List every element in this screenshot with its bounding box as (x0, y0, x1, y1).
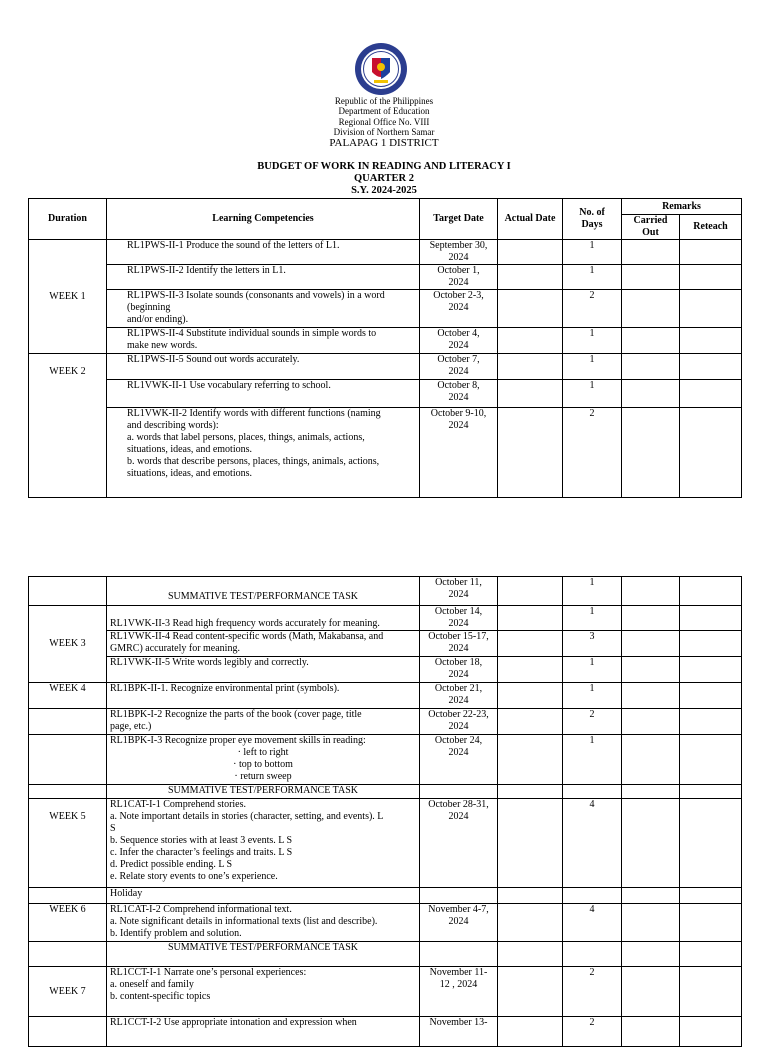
days-cell: 2 (563, 290, 622, 328)
deped-seal-logo (354, 42, 408, 96)
days-cell: 4 (563, 799, 622, 888)
competency-cell: RL1VWK-II-5 Write words legibly and correctly. (107, 657, 420, 683)
week-cell (29, 942, 107, 967)
week-label: WEEK 2 (29, 354, 107, 498)
carried-out-cell (622, 408, 680, 498)
carried-out-cell (622, 240, 680, 265)
competency-cell: RL1PWS-II-5 Sound out words accurately. (107, 354, 420, 380)
reteach-cell (680, 657, 742, 683)
reteach-cell (680, 967, 742, 1017)
actual-date-cell (498, 380, 563, 408)
week-cell (29, 577, 107, 606)
competency-cell: RL1CAT-I-2 Comprehend informational text. a. Note significant details in informational texts (list and describe). b. Identify problem and solution. (107, 904, 420, 942)
header-line: Regional Office No. VIII (338, 116, 430, 127)
days-cell: 1 (563, 265, 622, 290)
summative-task-cell: SUMMATIVE TEST/PERFORMANCE TASK (107, 577, 420, 606)
table-row (29, 354, 742, 380)
competency-cell: RL1BPK-I-2 Recognize the parts of the book (cover page, title page, etc.) (107, 709, 420, 735)
reteach-cell (680, 577, 742, 606)
competency-cell: RL1PWS-II-1 Produce the sound of the letters of L1. (107, 240, 420, 265)
days-cell: 1 (563, 328, 622, 354)
agency-header (0, 96, 768, 148)
week-label: WEEK 4 (29, 683, 107, 709)
table-row (29, 967, 742, 1017)
budget-table-1 (28, 198, 742, 498)
target-date-cell: October 22-23, 2024 (420, 709, 498, 735)
table-row (29, 240, 742, 265)
district-name: PALAPAG 1 DISTRICT (329, 137, 439, 150)
reteach-cell (680, 265, 742, 290)
competency-cell: RL1VWK-II-1 Use vocabulary referring to school. (107, 380, 420, 408)
table-row (29, 735, 742, 785)
days-cell (563, 942, 622, 967)
days-cell: 1 (563, 354, 622, 380)
actual-date-cell (498, 606, 563, 631)
actual-date-cell (498, 904, 563, 942)
table-row (29, 904, 742, 942)
days-cell: 2 (563, 1017, 622, 1047)
budget-table-2 (28, 576, 742, 1047)
actual-date-cell (498, 785, 563, 799)
days-cell: 1 (563, 606, 622, 631)
target-date-cell (420, 888, 498, 904)
holiday-cell: Holiday (107, 888, 420, 904)
days-cell: 2 (563, 967, 622, 1017)
reteach-cell (680, 408, 742, 498)
carried-out-cell (622, 606, 680, 631)
col-target-date: Target Date (420, 199, 498, 240)
competency-cell: RL1CCT-I-1 Narrate one’s personal experiences: a. oneself and family b. content-specific topics (107, 967, 420, 1017)
competency-cell: RL1PWS-II-4 Substitute individual sounds in simple words to make new words. (107, 328, 420, 354)
competency-text: RL1BPK-I-3 Recognize proper eye movement skills in reading: (110, 735, 366, 746)
actual-date-cell (498, 657, 563, 683)
col-duration: Duration (29, 199, 107, 240)
actual-date-cell (498, 683, 563, 709)
target-date-cell: October 15-17, 2024 (420, 631, 498, 657)
target-date-cell: October 8, 2024 (420, 380, 498, 408)
reteach-cell (680, 799, 742, 888)
competency-cell: RL1BPK-II-1. Recognize environmental print (symbols). (107, 683, 420, 709)
target-date-cell (420, 942, 498, 967)
carried-out-cell (622, 265, 680, 290)
actual-date-cell (498, 328, 563, 354)
days-cell: 1 (563, 240, 622, 265)
col-carried-out: Carried Out (622, 215, 680, 240)
week-cell (29, 735, 107, 785)
competency-cell: RL1CCT-I-2 Use appropriate intonation and expression when (107, 1017, 420, 1047)
days-cell: 1 (563, 577, 622, 606)
carried-out-cell (622, 735, 680, 785)
col-competencies: Learning Competencies (107, 199, 420, 240)
days-cell: 1 (563, 657, 622, 683)
header-line: Republic of the Philippines (334, 96, 434, 106)
reteach-cell (680, 735, 742, 785)
reteach-cell (680, 328, 742, 354)
actual-date-cell (498, 265, 563, 290)
table-row (29, 683, 742, 709)
col-remarks: Remarks (622, 199, 742, 215)
actual-date-cell (498, 735, 563, 785)
days-cell: 2 (563, 709, 622, 735)
reteach-cell (680, 888, 742, 904)
reteach-cell (680, 785, 742, 799)
target-date-cell (420, 785, 498, 799)
target-date-cell: October 24, 2024 (420, 735, 498, 785)
carried-out-cell (622, 577, 680, 606)
actual-date-cell (498, 631, 563, 657)
table-row (29, 799, 742, 888)
table-row (29, 1017, 742, 1047)
target-date-cell: September 30, 2024 (420, 240, 498, 265)
table-row (29, 888, 742, 904)
table-row (29, 328, 742, 354)
target-date-cell: October 28-31, 2024 (420, 799, 498, 888)
reteach-cell (680, 240, 742, 265)
target-date-cell: November 11- 12 , 2024 (420, 967, 498, 1017)
actual-date-cell (498, 799, 563, 888)
carried-out-cell (622, 1017, 680, 1047)
carried-out-cell (622, 328, 680, 354)
target-date-cell: November 4-7, 2024 (420, 904, 498, 942)
carried-out-cell (622, 799, 680, 888)
carried-out-cell (622, 785, 680, 799)
week-cell (29, 785, 107, 799)
week-label: WEEK 6 (29, 904, 107, 942)
carried-out-cell (622, 631, 680, 657)
col-actual-date: Actual Date (498, 199, 563, 240)
days-cell: 1 (563, 380, 622, 408)
target-date-cell: October 11, 2024 (420, 577, 498, 606)
table-row (29, 606, 742, 631)
table-row (29, 290, 742, 328)
summative-task-cell: SUMMATIVE TEST/PERFORMANCE TASK (107, 785, 420, 799)
reteach-cell (680, 606, 742, 631)
reteach-cell (680, 904, 742, 942)
actual-date-cell (498, 967, 563, 1017)
competency-cell: RL1VWK-II-4 Read content-specific words (Math, Makabansa, and GMRC) accurately for meaning. (107, 631, 420, 657)
summative-task-cell: SUMMATIVE TEST/PERFORMANCE TASK (107, 942, 420, 967)
days-cell: 1 (563, 735, 622, 785)
reteach-cell (680, 631, 742, 657)
quarter-line: QUARTER 2 (353, 173, 414, 184)
title-line: BUDGET OF WORK IN READING AND LITERACY I (257, 161, 511, 172)
actual-date-cell (498, 240, 563, 265)
table-row (29, 577, 742, 606)
document-title (0, 161, 768, 197)
actual-date-cell (498, 942, 563, 967)
carried-out-cell (622, 290, 680, 328)
reteach-cell (680, 683, 742, 709)
table-row (29, 408, 742, 498)
table-row (29, 657, 742, 683)
reteach-cell (680, 942, 742, 967)
competency-subitems: · left to right · top to bottom · return sweep (233, 747, 293, 782)
header-line: Department of Education (338, 106, 430, 117)
actual-date-cell (498, 888, 563, 904)
target-date-cell: October 1, 2024 (420, 265, 498, 290)
table-row (29, 265, 742, 290)
target-date-cell: October 18, 2024 (420, 657, 498, 683)
carried-out-cell (622, 380, 680, 408)
actual-date-cell (498, 577, 563, 606)
target-date-cell: October 4, 2024 (420, 328, 498, 354)
actual-date-cell (498, 709, 563, 735)
week-label: WEEK 3 (29, 606, 107, 683)
target-date-cell: November 13- (420, 1017, 498, 1047)
col-days: No. of Days (563, 199, 622, 240)
target-date-cell: October 9-10, 2024 (420, 408, 498, 498)
carried-out-cell (622, 942, 680, 967)
col-reteach: Reteach (680, 215, 742, 240)
days-cell: 4 (563, 904, 622, 942)
school-year-line: S.Y. 2024-2025 (351, 185, 417, 196)
week-cell (29, 888, 107, 904)
table-row (29, 631, 742, 657)
carried-out-cell (622, 904, 680, 942)
table-row (29, 942, 742, 967)
table-row (29, 380, 742, 408)
week-label: WEEK 7 (29, 967, 107, 1017)
competency-cell: RL1VWK-II-2 Identify words with different functions (naming and describing words): a. words that label persons, places, things, animals, actions, situations, ideas, and emotions. b. words that describe persons, places, things, animals, actions, situations, ideas, and emotions. (107, 408, 420, 498)
days-cell: 3 (563, 631, 622, 657)
competency-cell: RL1CAT-I-1 Comprehend stories. a. Note important details in stories (character, setting, and events). L S b. Sequence stories with at least 3 events. L S c. Infer the character’s feelings and traits. L S d. Predict possible ending. L S e. Relate story events to one’s experience. (107, 799, 420, 888)
week-label: WEEK 1 (29, 240, 107, 354)
carried-out-cell (622, 683, 680, 709)
week-cell (29, 709, 107, 735)
competency-cell: RL1VWK-II-3 Read high frequency words accurately for meaning. (107, 606, 420, 631)
reteach-cell (680, 1017, 742, 1047)
reteach-cell (680, 290, 742, 328)
header-line: Division of Northern Samar (333, 126, 435, 137)
carried-out-cell (622, 657, 680, 683)
target-date-cell: October 2-3, 2024 (420, 290, 498, 328)
reteach-cell (680, 380, 742, 408)
carried-out-cell (622, 888, 680, 904)
carried-out-cell (622, 354, 680, 380)
week-cell (29, 1017, 107, 1047)
carried-out-cell (622, 709, 680, 735)
table-row (29, 709, 742, 735)
actual-date-cell (498, 354, 563, 380)
competency-cell: RL1PWS-II-2 Identify the letters in L1. (107, 265, 420, 290)
reteach-cell (680, 354, 742, 380)
actual-date-cell (498, 1017, 563, 1047)
days-cell (563, 888, 622, 904)
actual-date-cell (498, 408, 563, 498)
days-cell: 1 (563, 683, 622, 709)
target-date-cell: October 21, 2024 (420, 683, 498, 709)
competency-cell: RL1PWS-II-3 Isolate sounds (consonants and vowels) in a word (beginning and/or ending). (107, 290, 420, 328)
reteach-cell (680, 709, 742, 735)
target-date-cell: October 7, 2024 (420, 354, 498, 380)
target-date-cell: October 14, 2024 (420, 606, 498, 631)
carried-out-cell (622, 967, 680, 1017)
actual-date-cell (498, 290, 563, 328)
week-label: WEEK 5 (29, 799, 107, 888)
days-cell (563, 785, 622, 799)
competency-cell (107, 735, 420, 785)
days-cell: 2 (563, 408, 622, 498)
table-row (29, 785, 742, 799)
